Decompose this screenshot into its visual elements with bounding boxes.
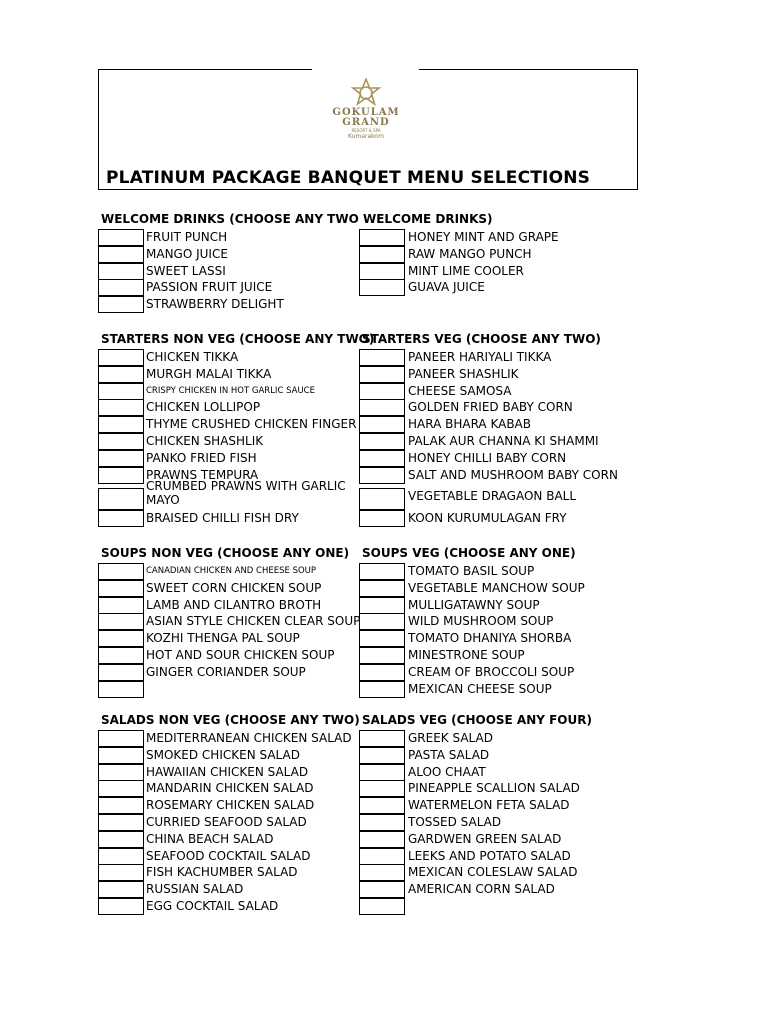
selection-checkbox[interactable] [359, 349, 405, 366]
menu-item: CHINA BEACH SALAD [146, 831, 274, 846]
menu-item: THYME CRUSHED CHICKEN FINGER [146, 417, 357, 432]
selection-checkbox[interactable] [359, 881, 405, 898]
selection-checkbox[interactable] [98, 296, 144, 313]
selection-checkbox[interactable] [98, 664, 144, 681]
menu-item: STRAWBERRY DELIGHT [146, 297, 284, 312]
section-heading: STARTERS VEG (CHOOSE ANY TWO) [362, 332, 601, 346]
selection-checkbox[interactable] [98, 881, 144, 898]
selection-checkbox[interactable] [98, 279, 144, 296]
selection-checkbox[interactable] [98, 399, 144, 416]
section-heading: STARTERS NON VEG (CHOOSE ANY TWO) [101, 332, 375, 346]
selection-checkbox[interactable] [98, 366, 144, 383]
selection-checkbox[interactable] [359, 366, 405, 383]
selection-checkbox[interactable] [98, 730, 144, 747]
menu-item: PALAK AUR CHANNA KI SHAMMI [408, 434, 599, 448]
selection-checkbox[interactable] [98, 510, 144, 527]
selection-checkbox[interactable] [98, 747, 144, 764]
menu-item: KOON KURUMULAGAN FRY [408, 511, 567, 526]
selection-checkbox[interactable] [98, 797, 144, 814]
menu-item: RUSSIAN SALAD [146, 882, 244, 897]
menu-item: ROSEMARY CHICKEN SALAD [146, 798, 315, 813]
selection-checkbox[interactable] [359, 467, 405, 484]
menu-item: HONEY MINT AND GRAPE [408, 230, 559, 244]
menu-item: MINESTRONE SOUP [408, 648, 525, 662]
selection-checkbox[interactable] [359, 399, 405, 416]
menu-item: MEXICAN CHEESE SOUP [408, 681, 552, 696]
menu-item: PANKO FRIED FISH [146, 450, 257, 465]
selection-checkbox[interactable] [98, 630, 144, 647]
selection-checkbox[interactable] [359, 797, 405, 814]
menu-item: PASSION FRUIT JUICE [146, 280, 273, 295]
selection-checkbox[interactable] [98, 433, 144, 450]
menu-item: FRUIT PUNCH [146, 230, 228, 244]
logo-name-line2: GRAND [342, 117, 390, 128]
selection-checkbox[interactable] [359, 864, 405, 881]
menu-item: AMERICAN CORN SALAD [408, 882, 555, 897]
menu-item: SALT AND MUSHROOM BABY CORN [408, 467, 618, 482]
section-heading: SOUPS NON VEG (CHOOSE ANY ONE) [101, 546, 350, 560]
selection-checkbox[interactable] [98, 613, 144, 630]
selection-checkbox[interactable] [98, 814, 144, 831]
menu-item: GOLDEN FRIED BABY CORN [408, 400, 573, 415]
selection-checkbox[interactable] [359, 488, 405, 510]
menu-item: PASTA SALAD [408, 747, 490, 762]
selection-checkbox[interactable] [359, 597, 405, 614]
menu-item: GINGER CORIANDER SOUP [146, 664, 306, 679]
menu-item: WILD MUSHROOM SOUP [408, 614, 554, 629]
menu-item: SMOKED CHICKEN SALAD [146, 747, 300, 762]
selection-checkbox[interactable] [98, 416, 144, 433]
menu-item: PANEER HARIYALI TIKKA [408, 350, 552, 364]
selection-checkbox[interactable] [359, 263, 405, 280]
menu-item: CURRIED SEAFOOD SALAD [146, 815, 307, 829]
selection-checkbox[interactable] [359, 450, 405, 467]
selection-checkbox[interactable] [98, 580, 144, 597]
selection-checkbox[interactable] [359, 416, 405, 433]
menu-item: VEGETABLE MANCHOW SOUP [408, 580, 585, 595]
menu-item: TOMATO DHANIYA SHORBA [408, 631, 572, 646]
menu-item: CHICKEN SHASHLIK [146, 434, 264, 448]
selection-checkbox[interactable] [359, 898, 405, 915]
menu-item: MANDARIN CHICKEN SALAD [146, 781, 314, 796]
selection-checkbox[interactable] [98, 848, 144, 865]
logo-place: Kumarakom [348, 133, 384, 140]
section-heading: SALADS VEG (CHOOSE ANY FOUR) [362, 713, 592, 727]
menu-item: BRAISED CHILLI FISH DRY [146, 511, 299, 526]
menu-item: HARA BHARA KABAB [408, 417, 531, 432]
menu-item: MINT LIME COOLER [408, 263, 524, 278]
selection-checkbox[interactable] [359, 681, 405, 698]
menu-item: CHICKEN LOLLIPOP [146, 400, 261, 415]
selection-checkbox[interactable] [359, 848, 405, 865]
selection-checkbox[interactable] [98, 263, 144, 280]
menu-item: MULLIGATAWNY SOUP [408, 597, 540, 612]
page-title: PLATINUM PACKAGE BANQUET MENU SELECTIONS [106, 168, 591, 188]
menu-item: VEGETABLE DRAGAON BALL [408, 489, 577, 504]
menu-item: WATERMELON FETA SALAD [408, 798, 570, 813]
selection-checkbox[interactable] [359, 563, 405, 580]
menu-item: RAW MANGO PUNCH [408, 246, 532, 261]
menu-item: GUAVA JUICE [408, 280, 485, 295]
menu-item: SWEET LASSI [146, 263, 226, 278]
menu-item: HOT AND SOUR CHICKEN SOUP [146, 648, 335, 662]
menu-item: CREAM OF BROCCOLI SOUP [408, 664, 575, 679]
selection-checkbox[interactable] [98, 864, 144, 881]
menu-item: HAWAIIAN CHICKEN SALAD [146, 764, 309, 779]
menu-item: CHICKEN TIKKA [146, 350, 239, 364]
selection-checkbox[interactable] [98, 349, 144, 366]
selection-checkbox[interactable] [98, 597, 144, 614]
selection-checkbox[interactable] [98, 488, 144, 510]
menu-item: CRUMBED PRAWNS WITH GARLIC MAYO [146, 479, 346, 508]
menu-item: CRISPY CHICKEN IN HOT GARLIC SAUCE [146, 385, 315, 396]
menu-item: MURGH MALAI TIKKA [146, 366, 272, 381]
menu-item: LAMB AND CILANTRO BROTH [146, 597, 322, 612]
section-heading: SALADS NON VEG (CHOOSE ANY TWO) [101, 713, 360, 727]
selection-checkbox[interactable] [359, 814, 405, 831]
selection-checkbox[interactable] [359, 831, 405, 848]
selection-checkbox[interactable] [359, 229, 405, 246]
menu-item: MEDITERRANEAN CHICKEN SALAD [146, 731, 352, 745]
selection-checkbox[interactable] [98, 229, 144, 246]
selection-checkbox[interactable] [98, 681, 144, 698]
selection-checkbox[interactable] [98, 450, 144, 467]
selection-checkbox[interactable] [359, 747, 405, 764]
selection-checkbox[interactable] [98, 898, 144, 915]
selection-checkbox[interactable] [359, 630, 405, 647]
selection-checkbox[interactable] [359, 780, 405, 797]
menu-item: TOMATO BASIL SOUP [408, 564, 535, 578]
logo-tagline: RESORT & SPA [351, 128, 381, 133]
selection-checkbox[interactable] [359, 580, 405, 597]
selection-checkbox[interactable] [359, 246, 405, 263]
menu-item: SEAFOOD COCKTAIL SALAD [146, 848, 311, 863]
selection-checkbox[interactable] [98, 780, 144, 797]
menu-item: TOSSED SALAD [408, 815, 502, 829]
selection-checkbox[interactable] [359, 510, 405, 527]
selection-checkbox[interactable] [98, 246, 144, 263]
logo-name-line1: GOKULAM [332, 107, 400, 118]
selection-checkbox[interactable] [359, 730, 405, 747]
menu-item: GARDWEN GREEN SALAD [408, 831, 562, 846]
selection-checkbox[interactable] [359, 613, 405, 630]
section-heading: SOUPS VEG (CHOOSE ANY ONE) [362, 546, 576, 560]
menu-item: KOZHI THENGA PAL SOUP [146, 631, 300, 646]
menu-item: CANADIAN CHICKEN AND CHEESE SOUP [146, 566, 317, 576]
selection-checkbox[interactable] [98, 467, 144, 484]
selection-checkbox[interactable] [359, 279, 405, 296]
menu-item: HONEY CHILLI BABY CORN [408, 450, 567, 465]
selection-checkbox[interactable] [98, 764, 144, 781]
menu-item: MEXICAN COLESLAW SALAD [408, 865, 578, 880]
menu-item: ALOO CHAAT [408, 764, 486, 779]
section-heading: WELCOME DRINKS (CHOOSE ANY TWO WELCOME DRINKS) [101, 212, 493, 226]
selection-checkbox[interactable] [98, 831, 144, 848]
selection-checkbox[interactable] [98, 383, 144, 400]
selection-checkbox[interactable] [98, 563, 144, 580]
selection-checkbox[interactable] [359, 647, 405, 664]
menu-item: GREEK SALAD [408, 731, 493, 745]
menu-item: ASIAN STYLE CHICKEN CLEAR SOUP [146, 614, 361, 629]
selection-checkbox[interactable] [359, 383, 405, 400]
selection-checkbox[interactable] [359, 664, 405, 681]
menu-item: SWEET CORN CHICKEN SOUP [146, 580, 322, 595]
selection-checkbox[interactable] [98, 647, 144, 664]
menu-item: PRAWNS TEMPURA [146, 467, 259, 482]
selection-checkbox[interactable] [359, 433, 405, 450]
menu-item: PANEER SHASHLIK [408, 366, 519, 381]
menu-item: LEEKS AND POTATO SALAD [408, 848, 571, 863]
menu-item: FISH KACHUMBER SALAD [146, 865, 298, 880]
menu-item: CHEESE SAMOSA [408, 383, 512, 398]
selection-checkbox[interactable] [359, 764, 405, 781]
menu-item: PINEAPPLE SCALLION SALAD [408, 781, 580, 796]
menu-item: MANGO JUICE [146, 246, 228, 261]
menu-item: EGG COCKTAIL SALAD [146, 899, 279, 913]
